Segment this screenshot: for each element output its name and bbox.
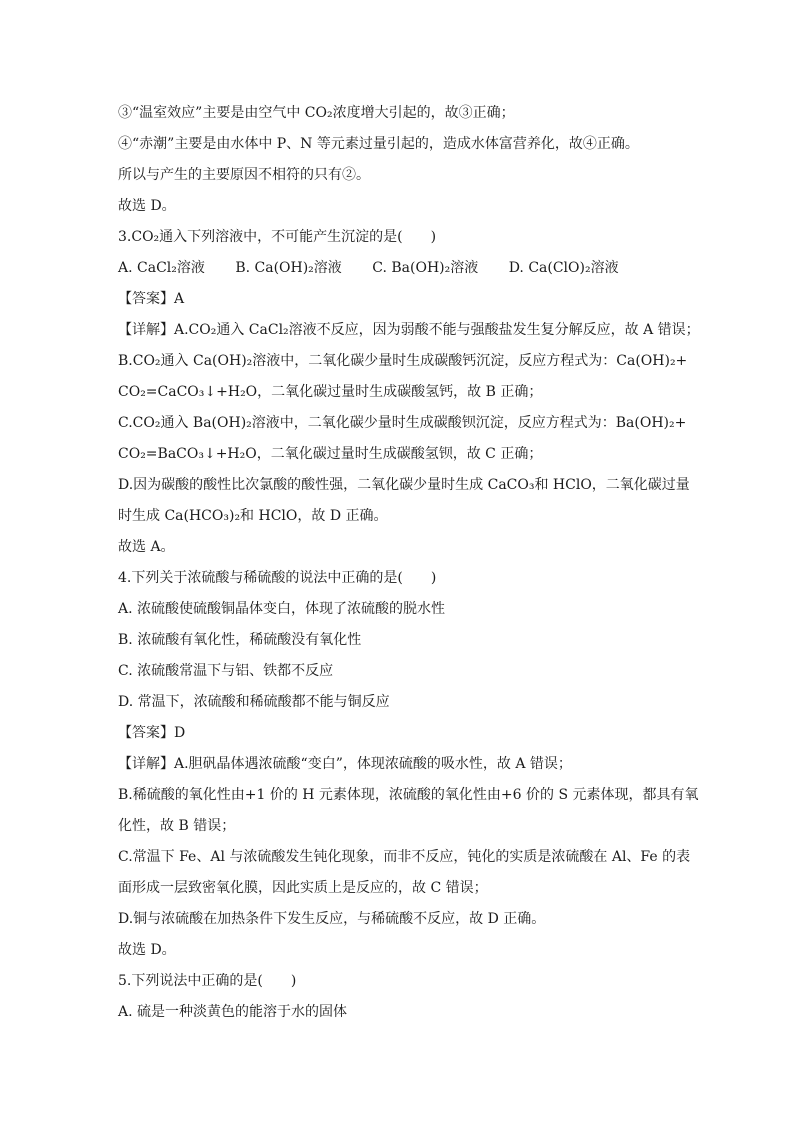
explanation-line: D.铜与浓硫酸在加热条件下发生反应，与稀硫酸不反应，故 D 正确。 (118, 911, 546, 927)
explanation-line: C.CO₂通入 Ba(OH)₂溶液中，二氧化碳少量时生成碳酸钡沉淀，反应方程式为：Ba(OH)₂+ (118, 415, 687, 431)
text-line: 所以与产生的主要原因不相符的只有②。 (118, 167, 370, 183)
answer-label: 【答案】D (118, 725, 186, 741)
question-4-stem: 4.下列关于浓硫酸与稀硫酸的说法中正确的是( ) (118, 570, 437, 586)
option-d: D. Ca(ClO)₂溶液 (508, 260, 619, 276)
explanation-line: D.因为碳酸的酸性比次氯酸的酸性强，二氧化碳少量时生成 CaCO₃和 HClO，二氧化碳过量 (118, 477, 690, 493)
option-b: B. 浓硫酸有氧化性，稀硫酸没有氧化性 (118, 632, 362, 648)
text-line: ③“温室效应”主要是由空气中 CO₂浓度增大引起的，故③正确； (118, 105, 515, 121)
text-line: 故选 D。 (118, 198, 176, 214)
explanation-line: C.常温下 Fe、Al 与浓硫酸发生钝化现象，而非不反应，钝化的实质是浓硫酸在 Al、Fe 的表 (118, 849, 691, 865)
option-a: A. 浓硫酸使硫酸铜晶体变白，体现了浓硫酸的脱水性 (118, 601, 446, 617)
text-line: ④“赤潮”主要是由水体中 P、N 等元素过量引起的，造成水体富营养化，故④正确。 (118, 136, 639, 152)
explanation-line: B.CO₂通入 Ca(OH)₂溶液中，二氧化碳少量时生成碳酸钙沉淀，反应方程式为：Ca(OH)₂+ (118, 353, 688, 369)
answer-label: 【答案】A (118, 291, 185, 307)
explanation-line: CO₂=CaCO₃↓+H₂O，二氧化碳过量时生成碳酸氢钙，故 B 正确； (118, 384, 543, 400)
explanation-line: 面形成一层致密氧化膜，因此实质上是反应的，故 C 错误； (118, 880, 488, 896)
explanation-line: 【详解】A.胆矾晶体遇浓硫酸“变白”，体现浓硫酸的吸水性，故 A 错误； (118, 756, 572, 772)
option-a: A. 硫是一种淡黄色的能溶于水的固体 (118, 1004, 348, 1020)
explanation-line: 化性，故 B 错误； (118, 818, 236, 834)
text-line: 故选 A。 (118, 539, 175, 555)
explanation-line: B.稀硫酸的氧化性由+1 价的 H 元素体现，浓硫酸的氧化性由+6 价的 S 元素体现，都具有氧 (118, 787, 699, 803)
question-3-stem: 3.CO₂通入下列溶液中，不可能产生沉淀的是( ) (118, 229, 437, 245)
option-d: D. 常温下，浓硫酸和稀硫酸都不能与铜反应 (118, 694, 390, 710)
option-b: B. Ca(OH)₂溶液 (235, 260, 342, 276)
explanation-line: 时生成 Ca(HCO₃)₂和 HClO，故 D 正确。 (118, 508, 388, 524)
question-3-options (118, 258, 645, 278)
question-5-stem: 5.下列说法中正确的是( ) (118, 973, 297, 989)
option-c: C. Ba(OH)₂溶液 (372, 260, 479, 276)
option-a: A. CaCl₂溶液 (118, 260, 205, 276)
text-line: 故选 D。 (118, 942, 176, 958)
option-c: C. 浓硫酸常温下与铝、铁都不反应 (118, 663, 334, 679)
explanation-line: CO₂=BaCO₃↓+H₂O，二氧化碳过量时生成碳酸氢钡，故 C 正确； (118, 446, 543, 462)
explanation-line: 【详解】A.CO₂通入 CaCl₂溶液不反应，因为弱酸不能与强酸盐发生复分解反应，故 A 错误； (118, 322, 700, 338)
